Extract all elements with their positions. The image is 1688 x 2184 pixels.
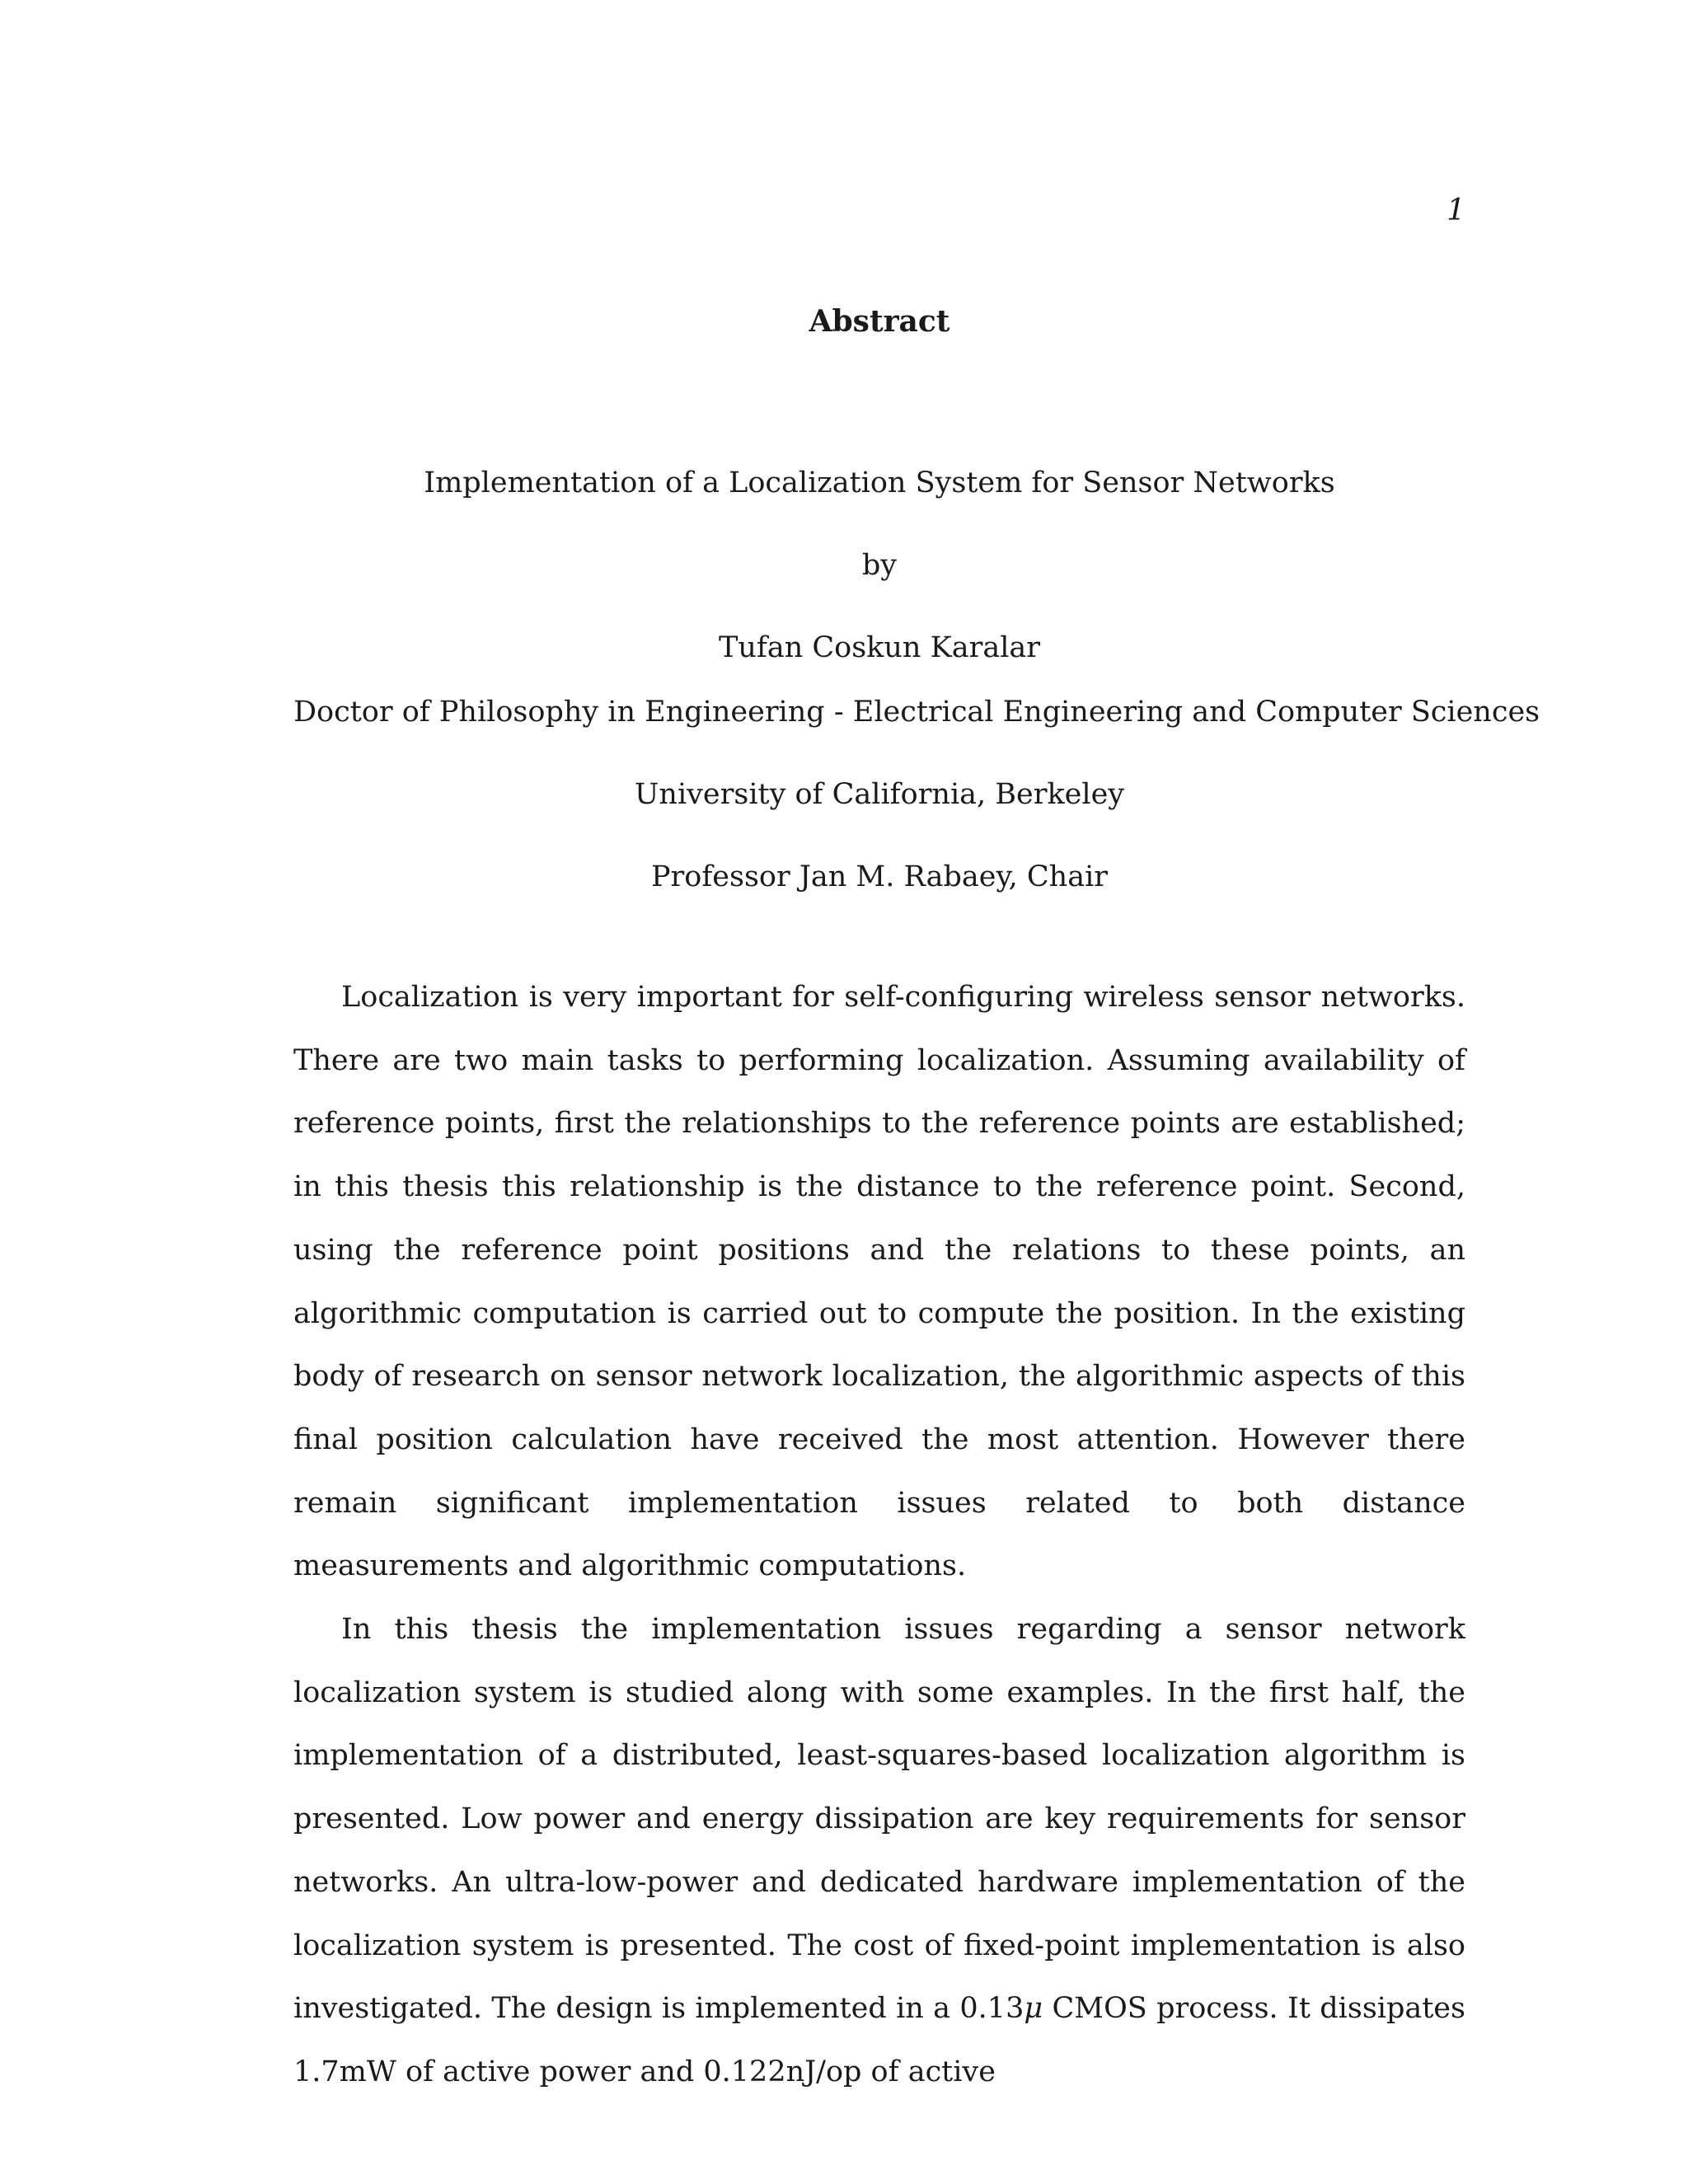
by-line: by bbox=[861, 549, 898, 582]
abstract-paragraph-2 bbox=[293, 1598, 1465, 2104]
thesis-title: Implementation of a Localization System for Sensor Networks bbox=[424, 466, 1335, 499]
abstract-heading: Abstract bbox=[809, 304, 950, 339]
abstract-paragraph-2-tail: CMOS process. It dissipates 1.7mW of active power and 0.122nJ/op of active bbox=[293, 1992, 1465, 2088]
abstract-paragraph-1: Localization is very important for self-configuring wireless sensor networks. There are two main tasks to performing localization. Assuming availability of reference points, first the relationships to the reference points are established; in this thesis this relationship is the distance to the reference point. Second, using the reference point positions and the relations to these points, an algorithmic computation is carried out to compute the position. In the existing body of research on sensor network localization, the algorithmic aspects of this final position calculation have received the most attention. However there remain significant implementation issues related to both distance measurements and algorithmic computations. bbox=[293, 981, 1465, 1583]
abstract-paragraph-2-text: In this thesis the implementation issues regarding a sensor network localization system is studied along with some examples. In the first half, the implementation of a distributed, least-squares-based localization algorithm is presented. Low power and energy dissipation are key requirements for sensor networks. An ultra-low-power and dedicated hardware implementation of the localization system is presented. The cost of fixed-point implementation is also investigated. The design is implemented in a bbox=[293, 1613, 1465, 2026]
degree-line: Doctor of Philosophy in Engineering - Electrical Engineering and Computer Sciences bbox=[293, 696, 1540, 729]
chair-line: Professor Jan M. Rabaey, Chair bbox=[650, 860, 1109, 893]
process-node-value: 0.13 bbox=[959, 1992, 1025, 2026]
university-line: University of California, Berkeley bbox=[634, 778, 1125, 811]
author-name: Tufan Coskun Karalar bbox=[718, 631, 1040, 664]
micron-symbol: μ bbox=[1024, 1992, 1043, 2026]
abstract-body bbox=[293, 966, 1465, 2104]
page-number: 1 bbox=[1447, 194, 1465, 227]
